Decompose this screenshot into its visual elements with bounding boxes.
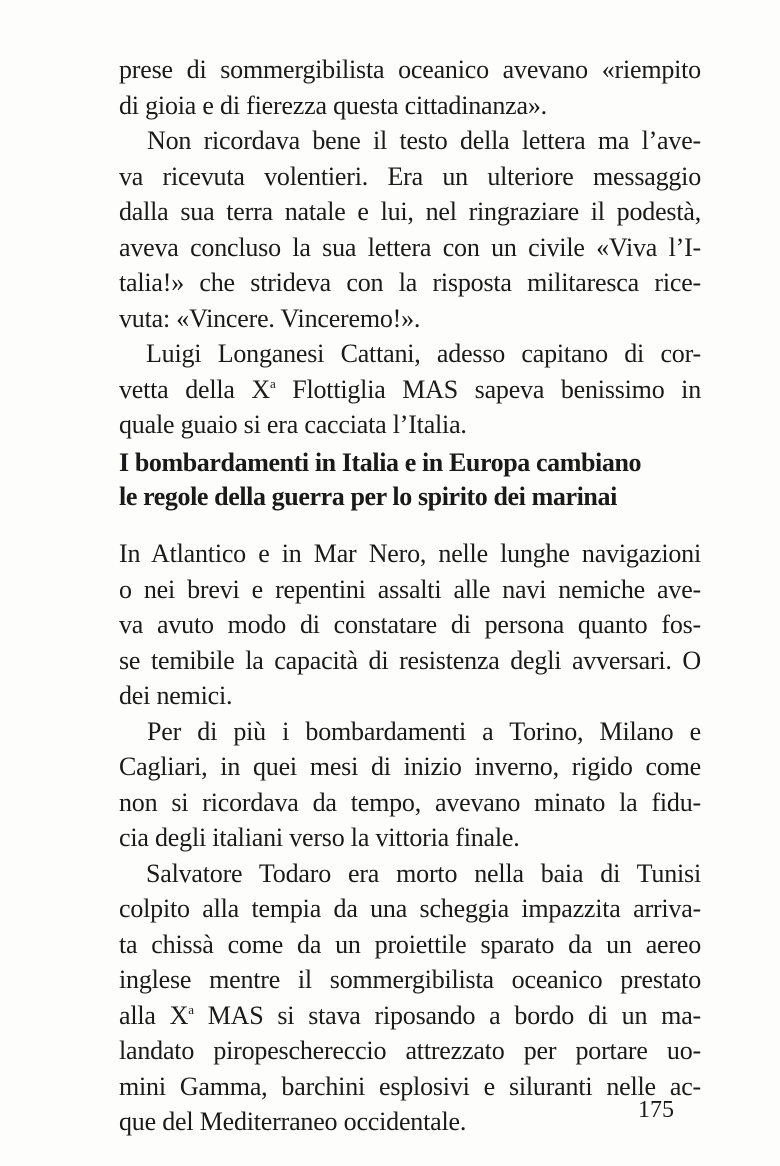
text-segment: MAS si stava riposando a bordo di un ma- — [193, 1000, 701, 1030]
text-line: va ricevuta volentieri. Era un ulteriore messaggio — [119, 161, 701, 191]
text-line: prese di sommergibilista oceanico avevano «riempito — [119, 55, 701, 84]
text-line: non si ricordava da tempo, avevano minato la fidu- — [119, 787, 701, 817]
section-heading — [119, 446, 679, 514]
text-line: mini Gamma, barchini esplosivi e siluranti nelle ac- — [119, 1071, 701, 1101]
page-number: 175 — [638, 1097, 674, 1123]
text-line: o nei brevi e repentini assalti alle navi nemiche ave- — [119, 574, 701, 604]
paragraph-start-line: Luigi Longanesi Cattani, adesso capitano di cor- — [146, 339, 701, 368]
ordinal-superscript: a — [269, 375, 276, 391]
text-line: colpito alla tempia da una scheggia impazzita arriva- — [119, 894, 701, 923]
paragraph-start-line: Per di più i bombardamenti a Torino, Milano e — [147, 716, 701, 746]
text-line: dalla sua terra natale e lui, nel ringraziare il podestà, — [119, 197, 701, 226]
text-line: cia degli italiani verso la vittoria finale. — [119, 823, 520, 852]
paragraph-start-line: Salvatore Todaro era morto nella baia di Tunisi — [146, 858, 701, 888]
text-line: talia!» che strideva con la risposta militaresca rice- — [119, 268, 701, 297]
text-line: di gioia e di fierezza questa cittadinanza». — [119, 90, 547, 120]
heading-line: le regole della guerra per lo spirito dei marinai — [119, 482, 617, 511]
text-line: dei nemici. — [119, 681, 233, 710]
text-segment: Flottiglia MAS sapeva benissimo in — [275, 374, 701, 404]
text-line — [119, 372, 701, 408]
text-line: se temibile la capacità di resistenza degli avversari. O — [119, 645, 701, 675]
text-segment: vetta della X — [119, 374, 270, 404]
paragraph-group-bottom — [119, 536, 701, 1140]
text-line: In Atlantico e in Mar Nero, nelle lunghe navigazioni — [119, 539, 701, 568]
text-line: vuta: «Vincere. Vinceremo!». — [119, 303, 421, 333]
ordinal-superscript: a — [188, 1001, 194, 1017]
text-line: quale guaio si era cacciata l’Italia. — [119, 410, 467, 439]
text-segment: alla X — [119, 1000, 189, 1030]
paragraph-start-line: Non ricordava bene il testo della lettera ma l’ave- — [147, 126, 701, 155]
text-line: va avuto modo di constatare di persona quanto fos- — [119, 610, 701, 639]
text-line: inglese mentre il sommergibilista oceanico prestato — [119, 965, 701, 994]
text-line: landato piropeschereccio attrezzato per portare uo- — [119, 1036, 701, 1065]
text-line: aveva concluso la sua lettera con un civile «Viva l’I- — [119, 232, 701, 262]
paragraph-group-top — [119, 52, 701, 443]
text-line: Cagliari, in quei mesi di inizio inverno, rigido come — [119, 752, 701, 781]
heading-line: I bombardamenti in Italia e in Europa cambiano — [119, 448, 642, 477]
text-line: ta chissà come da un proiettile sparato da un aereo — [119, 929, 701, 959]
text-line: que del Mediterraneo occidentale. — [119, 1107, 467, 1136]
text-line — [119, 998, 701, 1034]
